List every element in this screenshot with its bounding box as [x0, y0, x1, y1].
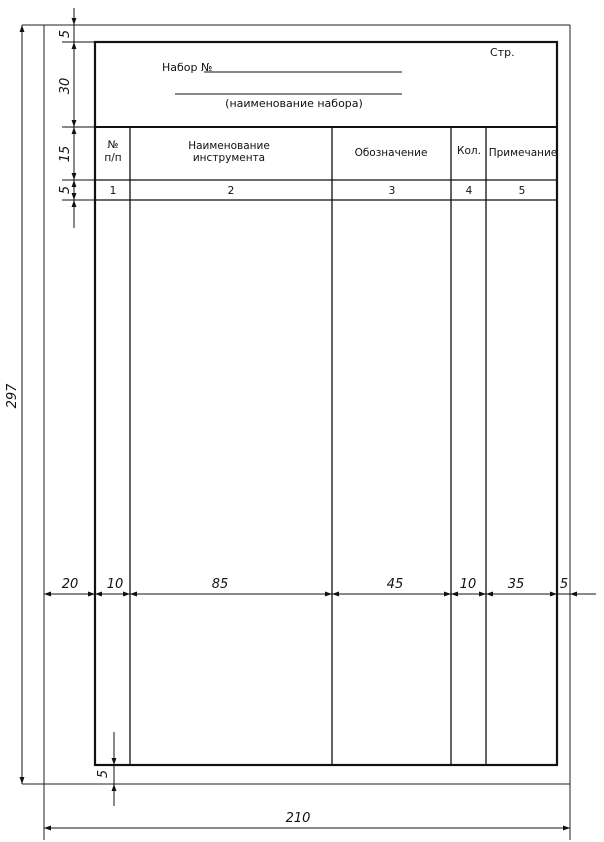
dim-number-row: 5	[58, 185, 73, 195]
table-grid	[95, 127, 557, 765]
dim-width-total: 210	[285, 811, 311, 826]
header-num-line1: №	[107, 139, 119, 151]
header-note: Примечание	[488, 147, 558, 159]
dim-title-block: 30	[58, 77, 73, 95]
dim-col-designation: 45	[386, 577, 404, 592]
column-number-1: 1	[109, 185, 117, 197]
dim-top-margin: 5	[58, 29, 73, 39]
header-designation: Обозначение	[354, 147, 428, 159]
dim-right-margin: 5	[559, 577, 569, 592]
set-caption: (наименование набора)	[225, 97, 363, 110]
dim-col-name: 85	[211, 577, 229, 592]
column-number-2: 2	[227, 185, 235, 197]
set-label: Набор №	[162, 61, 213, 74]
dim-left-margin: 20	[61, 577, 79, 592]
column-number-4: 4	[465, 185, 473, 197]
page-label: Стр.	[490, 46, 515, 59]
dim-height-total: 297	[5, 383, 20, 409]
dim-col-num: 10	[106, 577, 124, 592]
column-number-5: 5	[518, 185, 526, 197]
header-num-line2: п/п	[104, 152, 122, 164]
column-number-3: 3	[388, 185, 396, 197]
dim-col-note: 35	[507, 577, 525, 592]
dim-col-quantity: 10	[459, 577, 477, 592]
dim-bottom-margin: 5	[96, 769, 111, 779]
header-quantity: Кол.	[457, 145, 481, 157]
dim-header-row: 15	[58, 145, 73, 163]
header-name-line1: Наименование	[188, 140, 270, 152]
form-frame	[95, 42, 557, 765]
header-name-line2: инструмента	[192, 152, 266, 164]
